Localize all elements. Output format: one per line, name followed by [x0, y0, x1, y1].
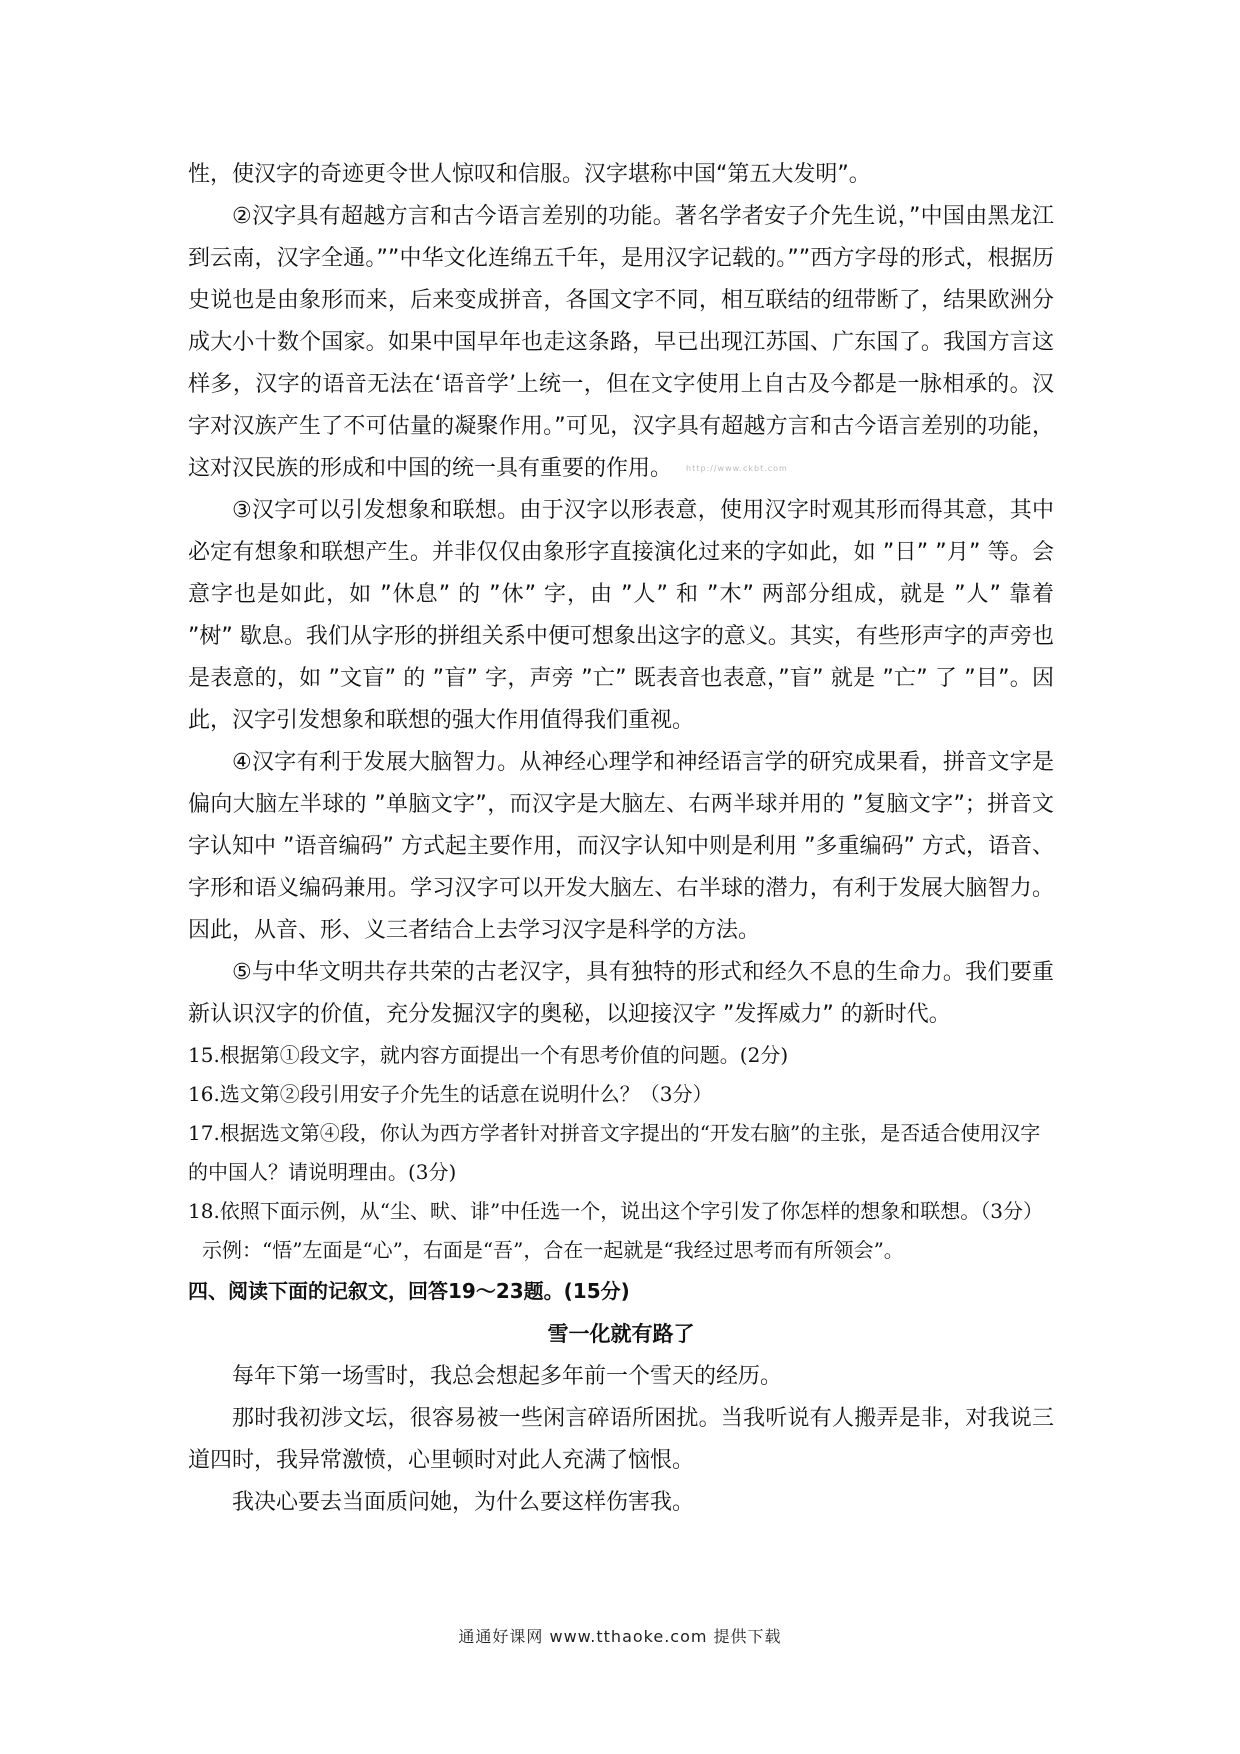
question-18: 18.依照下面示例，从“尘、畎、诽”中任选一个，说出这个字引发了你怎样的想象和联想。（3分） — [188, 1199, 1043, 1223]
paragraph-3: ③汉字可以引发想象和联想。由于汉字以形表意，使用汉字时观其形而得其意，其中必定有想象和联想产生。并非仅仅由象形字直接演化过来的字如此，如 ”日” ”月” 等。会意字也是如此，如 ”休息” 的 ”休” 字，由 ”人” 和 ”木” 两部分组成，就是 ”人” 靠着 ”树” 歇息。我们从字形的拼组关系中便可想象出这字的意义。其实，有些形声字的声旁也是表意的，如 ”文盲” 的 ”盲” 字，声旁 ”亡” 既表音也表意，”盲” 就是 ”亡” 了 ”目”。因此，汉字引发想象和联想的强大作用值得我们重视。 — [188, 498, 1054, 733]
document-body — [188, 154, 1054, 1524]
story-paragraph-2: 那时我初涉文坛，很容易被一些闲言碎语所困扰。当我听说有人搬弄是非，对我说三道四时，我异常激愤，心里顿时对此人充满了恼恨。 — [188, 1406, 1054, 1473]
paragraph-4: ④汉字有利于发展大脑智力。从神经心理学和神经语言学的研究成果看，拼音文字是偏向大脑左半球的 ”单脑文字”，而汉字是大脑左、右两半球并用的 ”复脑文字”；拼音文字认知中 ”语音编码” 方式起主要作用，而汉字认知中则是利用 ”多重编码” 方式，语音、字形和语义编码兼用。学习汉字可以开发大脑左、右半球的潜力，有利于发展大脑智力。因此，从音、形、义三者结合上去学习汉字是科学的方法。 — [188, 750, 1054, 943]
question-17: 17.根据选文第④段，你认为西方学者针对拼音文字提出的“开发右脑”的主张，是否适合使用汉字的中国人？请说明理由。(3分) — [188, 1121, 1041, 1184]
story-paragraph-3: 我决心要去当面质问她，为什么要这样伤害我。 — [232, 1490, 695, 1515]
question-18-example: 示例：“悟”左面是“心”，右面是“吾”，合在一起就是“我经过思考而有所领会”。 — [202, 1238, 904, 1262]
question-16: 16.选文第②段引用安子介先生的话意在说明什么？（3分） — [188, 1082, 713, 1106]
question-15: 15.根据第①段文字，就内容方面提出一个有思考价值的问题。(2分) — [188, 1043, 789, 1067]
paragraph-5: ⑤与中华文明共存共荣的古老汉字，具有独特的形式和经久不息的生命力。我们要重新认识汉字的价值，充分发掘汉字的奥秘，以迎接汉字 ”发挥威力” 的新时代。 — [188, 960, 1054, 1027]
story-title: 雪一化就有路了 — [547, 1322, 695, 1346]
section-heading: 四、阅读下面的记叙文，回答19～23题。(15分) — [188, 1279, 630, 1303]
paragraph-2-text: ②汉字具有超越方言和古今语言差别的功能。著名学者安子介先生说，”中国由黑龙江到云南，汉字全通。””中华文化连绵五千年，是用汉字记载的。””西方字母的形式，根据历史说也是由象形而来，后来变成拼音，各国文字不同，相互联结的纽带断了，结果欧洲分成大小十数个国家。如果中国早年也走这条路，早已出现江苏国、广东国了。我国方言这样多，汉字的语音无法在‘语音学’上统一，但在文字使用上自古及今都是一脉相承的。汉字对汉族产生了不可估量的凝聚作用。”可见，汉字具有超越方言和古今语言差别的功能，这对汉民族的形成和中国的统一具有重要的作用。 — [188, 204, 1054, 481]
paragraph-2 — [188, 196, 1054, 490]
story-paragraph-1: 每年下第一场雪时，我总会想起多年前一个雪天的经历。 — [232, 1364, 783, 1389]
watermark-text: http://www.ckbt.com — [686, 464, 788, 473]
paragraph-1-tail: 性，使汉字的奇迹更令世人惊叹和信服。汉字堪称中国“第五大发明”。 — [188, 162, 871, 187]
page-footer: 通通好课网 www.tthaoke.com 提供下载 — [458, 1627, 782, 1646]
